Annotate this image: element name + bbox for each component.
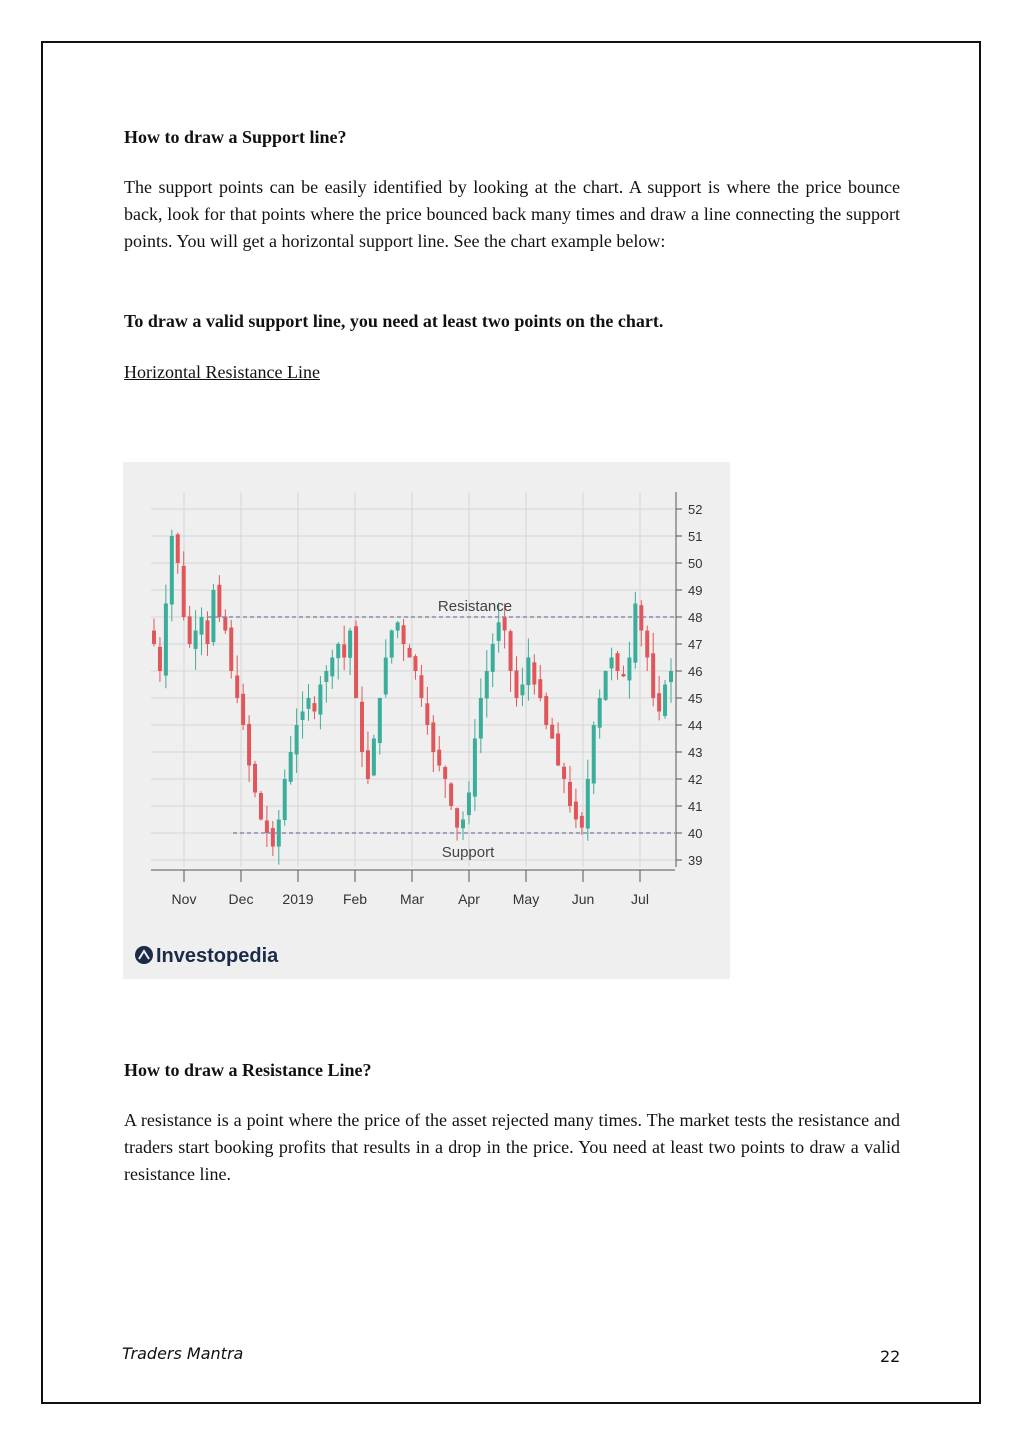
investopedia-logo-icon [135,946,153,964]
price-chart [123,462,730,979]
candle-body-62 [520,685,524,696]
candle-body-44 [413,656,417,671]
y-tick-label-43: 43 [688,745,703,760]
x-tick-label-dec: Dec [228,891,254,907]
candle-body-36 [366,750,370,779]
candlestick-chart [123,462,730,979]
candle-body-11 [217,585,221,617]
candle-body-37 [372,739,376,776]
resistance-line-link[interactable]: Horizontal Resistance Line [124,362,320,382]
candle-body-72 [580,816,584,828]
candle-body-74 [592,725,596,783]
candle-body-69 [562,767,566,779]
candle-body-48 [437,750,441,766]
candle-body-25 [301,712,305,720]
candle-body-43 [408,648,412,658]
candle-body-86 [663,685,667,716]
x-tick-label-mar: Mar [399,891,425,907]
candle-body-81 [633,604,637,663]
candle-body-15 [241,694,245,725]
y-tick-label-44: 44 [688,718,703,733]
candle-body-80 [627,658,631,681]
candle-body-76 [604,671,608,700]
x-tick-label-nov: Nov [171,891,197,907]
candle-body-47 [431,722,435,752]
candle-body-9 [205,620,209,644]
candle-body-18 [259,793,263,819]
resistance-heading: How to draw a Resistance Line? [124,1060,372,1080]
candle-body-50 [449,784,453,806]
candle-body-41 [396,622,400,630]
candle-body-83 [645,631,649,658]
candle-body-33 [348,631,352,658]
candle-body-61 [514,670,518,698]
page-number: 22 [880,1347,901,1366]
candle-body-23 [289,752,293,782]
candle-body-49 [443,767,447,779]
resistance-paragraph: A resistance is a point where the price of the asset rejected many times. The market tests the resistance and traders start booking profits that results in a drop in the price. You need at least two points to draw a valid resistance line. [124,1110,900,1184]
candle-body-13 [229,628,233,671]
candle-body-75 [598,698,602,728]
candle-body-53 [467,793,471,816]
candle-body-14 [235,676,239,698]
candle-body-28 [318,685,322,715]
x-tick-label-apr: Apr [458,891,480,907]
candle-body-27 [312,703,316,711]
candle-body-26 [307,698,311,709]
candle-body-6 [188,616,192,644]
y-tick-label-39: 39 [688,853,703,868]
candle-body-82 [639,605,643,630]
x-tick-label-jun: Jun [571,891,595,907]
support-note: To draw a valid support line, you need at least two points on the chart. [124,311,664,331]
candle-body-85 [657,693,661,711]
candle-body-73 [586,779,590,828]
x-tick-label-may: May [512,891,540,907]
x-tick-label-jul: Jul [631,891,649,907]
candle-body-17 [253,764,257,793]
candle-body-45 [419,675,423,698]
candle-body-4 [176,534,180,563]
candle-body-29 [324,671,328,682]
y-tick-label-52: 52 [688,502,703,517]
candle-body-38 [378,698,382,743]
candle-body-3 [170,536,174,604]
candle-body-8 [200,617,204,635]
candle-body-59 [503,617,507,630]
candle-body-77 [610,658,614,669]
x-tick-label-2019: 2019 [282,891,314,907]
candle-body-5 [182,566,186,617]
candle-body-19 [265,820,269,833]
candle-body-32 [342,644,346,657]
y-tick-label-41: 41 [688,799,703,814]
support-paragraph: The support points can be easily identified by looking at the chart. A support is where the price bounce back, look for that points where the price bounced back many times and draw a line connecting the support points. You will get a horizontal support line. See the chart example below: [124,177,900,251]
candle-body-31 [336,644,340,658]
y-tick-label-40: 40 [688,826,703,841]
candle-body-65 [538,679,542,698]
candle-body-63 [526,658,530,686]
candle-body-64 [532,662,536,684]
candle-body-54 [473,739,477,797]
candle-body-20 [271,828,275,846]
candle-body-30 [330,658,334,677]
candle-body-46 [425,703,429,725]
y-tick-label-51: 51 [688,529,703,544]
candle-body-78 [616,653,620,671]
candle-body-24 [295,725,299,754]
y-tick-label-47: 47 [688,637,703,652]
y-tick-label-50: 50 [688,556,703,571]
candle-body-0 [152,631,156,644]
candle-body-51 [455,808,459,827]
candle-body-84 [651,653,655,698]
candle-body-67 [550,725,554,739]
support-heading: How to draw a Support line? [124,127,347,147]
candle-body-68 [556,734,560,766]
brand-name: Investopedia [156,945,279,967]
candle-body-66 [544,696,548,725]
candle-body-40 [390,631,394,658]
y-tick-label-46: 46 [688,664,703,679]
y-tick-label-49: 49 [688,583,703,598]
candle-body-79 [621,674,625,676]
candle-body-16 [247,724,251,766]
candle-body-12 [223,616,227,630]
candle-body-42 [402,625,406,644]
candle-body-56 [485,671,489,698]
candle-body-52 [461,820,465,829]
y-tick-label-48: 48 [688,610,703,625]
y-tick-label-45: 45 [688,691,703,706]
candle-body-34 [354,626,358,698]
candle-body-60 [509,631,513,671]
candle-body-35 [360,702,364,752]
candle-body-71 [574,802,578,820]
candle-body-7 [194,631,198,649]
candle-body-55 [479,698,483,739]
candle-body-87 [669,671,673,682]
candle-body-58 [497,622,501,640]
candle-body-39 [384,658,388,695]
candle-body-22 [283,779,287,820]
footer-brand: Traders Mantra [122,1344,244,1363]
y-tick-label-42: 42 [688,772,703,787]
x-tick-label-feb: Feb [342,891,368,907]
support-label: Support [441,844,495,861]
candle-body-70 [568,782,572,806]
candle-body-10 [211,590,215,642]
candle-body-57 [491,644,495,672]
resistance-label: Resistance [437,598,513,615]
candle-body-1 [158,647,162,671]
candle-body-2 [164,604,168,676]
